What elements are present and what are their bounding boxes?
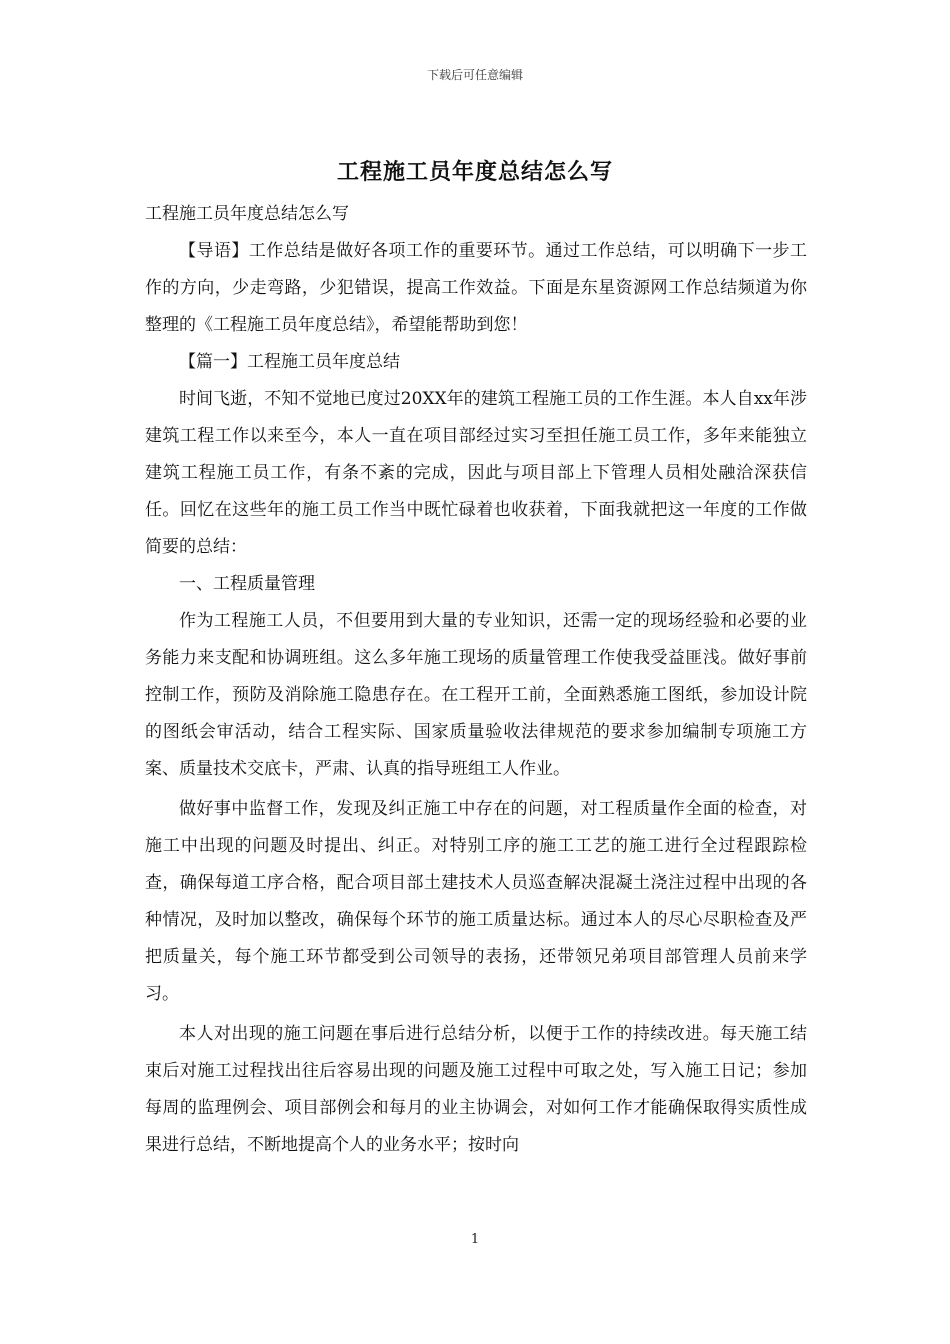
body-paragraph: 做好事中监督工作，发现及纠正施工中存在的问题，对工程质量作全面的检查，对施工中出现的问题及时提出、纠正。对特别工序的施工工艺的施工进行全过程跟踪检查，确保每道工序合格，配合项目部土建技术人员巡查解决混凝土浇注过程中出现的各种情况，及时加以整改，确保每个环节的施工质量达标。通过本人的尽心尽职检查及严把质量关，每个施工环节都受到公司领导的表扬，还带领兄弟项目部管理人员前来学习。 [145, 799, 807, 1004]
section-heading-part-one: 【篇一】工程施工员年度总结 [179, 352, 400, 372]
subtitle-paragraph: 工程施工员年度总结怎么写 [145, 204, 349, 224]
body-paragraph: 作为工程施工人员，不但要用到大量的专业知识，还需一定的现场经验和必要的业务能力来支配和协调班组。这么多年施工现场的质量管理工作使我受益匪浅。做好事前控制工作，预防及消除施工隐患存在。在工程开工前，全面熟悉施工图纸，参加设计院的图纸会审活动，结合工程实际、国家质量验收法律规范的要求参加编制专项施工方案、质量技术交底卡，严肃、认真的指导班组工人作业。 [145, 611, 807, 779]
body-paragraph: 时间飞逝，不知不觉地已度过20XX年的建筑工程施工员的工作生涯。本人自xx年涉建筑工程工作以来至今，本人一直在项目部经过实习至担任施工员工作，多年来能独立建筑工程施工员工作，有条不紊的完成，因此与项目部上下管理人员相处融洽深获信任。回忆在这些年的施工员工作当中既忙碌着也收获着，下面我就把这一年度的工作做简要的总结： [145, 389, 807, 557]
page-number: 1 [470, 1232, 480, 1247]
document-body [145, 196, 807, 1164]
body-paragraph: 本人对出现的施工问题在事后进行总结分析，以便于工作的持续改进。每天施工结束后对施工过程找出往后容易出现的问题及施工过程中可取之处，写入施工日记；参加每周的监理例会、项目部例会和每月的业主协调会，对如何工作才能确保取得实质性成果进行总结，不断地提高个人的业务水平；按时向 [145, 1024, 807, 1155]
document-title: 工程施工员年度总结怎么写 [336, 159, 613, 185]
section-heading-quality: 一、工程质量管理 [179, 574, 315, 594]
page-header-note: 下载后可任意编辑 [426, 68, 523, 82]
intro-paragraph: 【导语】工作总结是做好各项工作的重要环节。通过工作总结，可以明确下一步工作的方向，少走弯路，少犯错误，提高工作效益。下面是东星资源网工作总结频道为你整理的《工程施工员年度总结》，希望能帮助到您！ [145, 241, 807, 335]
